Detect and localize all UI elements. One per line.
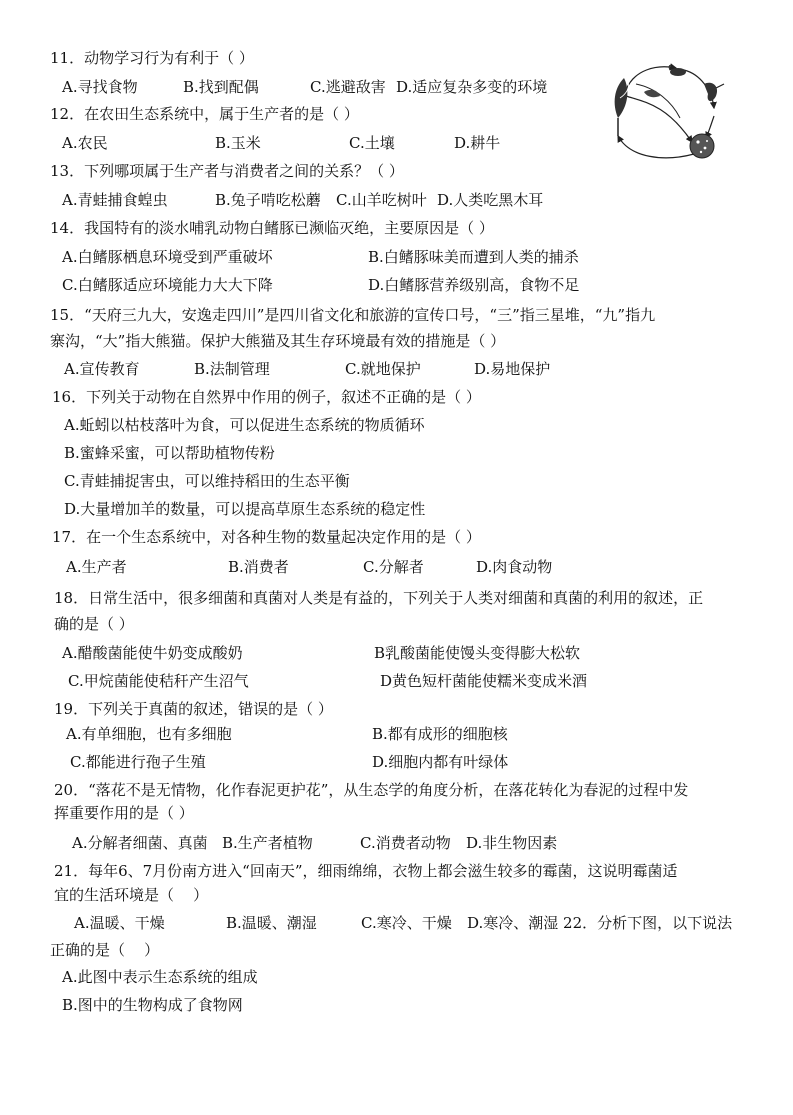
- q18-option-d: D黄色短杆菌能使糯米变成米酒: [380, 672, 588, 690]
- q19-option-d: D.细胞内都有叶绿体: [372, 753, 509, 771]
- insect-icon: [644, 90, 660, 97]
- q13-option-c: C.山羊吃树叶: [336, 191, 427, 209]
- question-14-stem: 14．我国特有的淡水哺乳动物白鳍豚已濒临灭绝，主要原因是（ ）: [50, 219, 494, 237]
- q13-option-a: A.青蛙捕食蝗虫: [62, 191, 168, 209]
- question-21-stem-line1: 21．每年6、7月份南方进入“回南天”，细雨绵绵，衣物上都会滋生较多的霉菌，这说明霉菌适: [54, 862, 678, 880]
- question-15-stem-line1: 15．“天府三九大，安逸走四川”是四川省文化和旅游的宣传口号，“三”指三星堆，“九”指九: [50, 306, 656, 324]
- question-12-options: [62, 133, 582, 153]
- q16-option-d: D.大量增加羊的数量，可以提高草原生态系统的稳定性: [64, 500, 426, 518]
- q12-option-d: D.耕牛: [454, 134, 501, 152]
- question-22-stem-continuation: 正确的是（ ）: [50, 941, 160, 959]
- q12-option-c: C.土壤: [349, 134, 395, 152]
- q16-option-a: A.蚯蚓以枯枝落叶为食，可以促进生态系统的物质循环: [64, 416, 425, 434]
- q11-option-a: A.寻找食物: [62, 78, 138, 96]
- q20-option-a: A.分解者细菌、真菌: [72, 834, 208, 852]
- q17-option-c: C.分解者: [363, 558, 424, 576]
- q20-option-d: D.非生物因素: [466, 834, 558, 852]
- question-14-options-row2: [62, 275, 662, 295]
- q21-option-c: C.寒冷、干燥: [361, 914, 452, 932]
- question-21-options: [74, 913, 754, 933]
- q17-option-d: D.肉食动物: [476, 558, 553, 576]
- q15-option-a: A.宣传教育: [64, 360, 140, 378]
- q15-option-c: C.就地保护: [345, 360, 421, 378]
- question-18-options-row1: [62, 643, 662, 663]
- q22-option-b: B.图中的生物构成了食物网: [62, 996, 243, 1014]
- question-20-options: [72, 833, 672, 853]
- q16-option-b: B.蜜蜂采蜜，可以帮助植物传粉: [64, 444, 275, 462]
- q14-option-b: B.白鳍豚味美而遭到人类的捕杀: [368, 248, 579, 266]
- question-15-options: [64, 359, 584, 379]
- ecosystem-cycle-figure: [604, 58, 734, 168]
- question-18-stem-line1: 18．日常生活中，很多细菌和真菌对人类是有益的，下列关于人类对细菌和真菌的利用的叙述，正: [54, 589, 704, 607]
- q16-option-c: C.青蛙捕捉害虫，可以维持稻田的生态平衡: [64, 472, 350, 490]
- q13-option-b: B.兔子啃吃松蘑: [215, 191, 321, 209]
- q11-option-d: D.适应复杂多变的环境: [396, 78, 548, 96]
- question-11-options: [62, 77, 582, 97]
- soil-decomposer-icon: [690, 134, 714, 158]
- q19-option-b: B.都有成形的细胞核: [372, 725, 508, 743]
- question-17-options: [66, 557, 586, 577]
- q18-option-a: A.醋酸菌能使牛奶变成酸奶: [62, 644, 243, 662]
- question-18-stem-line2: 确的是（ ）: [54, 615, 134, 633]
- q11-option-b: B.找到配偶: [183, 78, 259, 96]
- q12-option-a: A.农民: [62, 134, 108, 152]
- q15-option-d: D.易地保护: [474, 360, 551, 378]
- q17-option-b: B.消费者: [228, 558, 289, 576]
- question-19-options-row2: [70, 752, 670, 772]
- q11-option-c: C.逃避敌害: [310, 78, 386, 96]
- q14-option-a: A.白鳍豚栖息环境受到严重破坏: [62, 248, 273, 266]
- arrow-soil-to-plant: [618, 136, 694, 158]
- question-17-stem: 17．在一个生态系统中，对各种生物的数量起决定作用的是（ ）: [52, 528, 481, 546]
- plant-icon: [615, 78, 629, 136]
- question-19-options-row1: [66, 724, 666, 744]
- q22-option-a: A.此图中表示生态系统的组成: [62, 968, 258, 986]
- question-21-stem-line2: 宜的生活环境是（ ）: [54, 886, 209, 904]
- arrow-plant-to-herbivore: [626, 67, 676, 90]
- q14-option-c: C.白鳍豚适应环境能力大大下降: [62, 276, 273, 294]
- question-15-stem-line2: 寨沟，“大”指大熊猫。保护大熊猫及其生存环境最有效的措施是（ ）: [50, 332, 506, 350]
- q18-option-c: C.甲烷菌能使秸秆产生沼气: [68, 672, 249, 690]
- q20-option-c: C.消费者动物: [360, 834, 451, 852]
- q14-option-d: D.白鳍豚营养级别高，食物不足: [368, 276, 580, 294]
- q21-option-b: B.温暖、潮湿: [226, 914, 317, 932]
- question-13-options: [62, 190, 582, 210]
- question-14-options-row1: [62, 247, 662, 267]
- question-16-stem: 16．下列关于动物在自然界中作用的例子，叙述不正确的是（ ）: [52, 388, 481, 406]
- bird-icon: [704, 83, 724, 101]
- question-20-stem-line2: 挥重要作用的是（ ）: [54, 804, 194, 822]
- q12-option-b: B.玉米: [215, 134, 261, 152]
- q19-option-c: C.都能进行孢子生殖: [70, 753, 206, 771]
- q20-option-b: B.生产者植物: [222, 834, 313, 852]
- question-11-stem: 11．动物学习行为有利于（ ）: [50, 49, 254, 67]
- q19-option-a: A.有单细胞，也有多细胞: [66, 725, 232, 743]
- question-19-stem: 19．下列关于真菌的叙述，错误的是（ ）: [54, 700, 333, 718]
- q17-option-a: A.生产者: [66, 558, 127, 576]
- q15-option-b: B.法制管理: [194, 360, 270, 378]
- question-13-stem: 13．下列哪项属于生产者与消费者之间的关系？（ ）: [50, 162, 404, 180]
- question-18-options-row2: [68, 671, 668, 691]
- q21-option-a: A.温暖、干燥: [74, 914, 165, 932]
- q13-option-d: D.人类吃黑木耳: [437, 191, 544, 209]
- q18-option-b: B乳酸菌能使馒头变得膨大松软: [374, 644, 581, 662]
- question-20-stem-line1: 20．“落花不是无情物，化作春泥更护花”，从生态学的角度分析，在落花转化为春泥的过程中发: [54, 781, 689, 799]
- question-12-stem: 12．在农田生态系统中，属于生产者的是（ ）: [50, 105, 359, 123]
- arrow-plant-to-soil: [626, 96, 692, 142]
- q21-option-d: D.寒冷、潮湿 22．分析下图，以下说法: [467, 914, 733, 932]
